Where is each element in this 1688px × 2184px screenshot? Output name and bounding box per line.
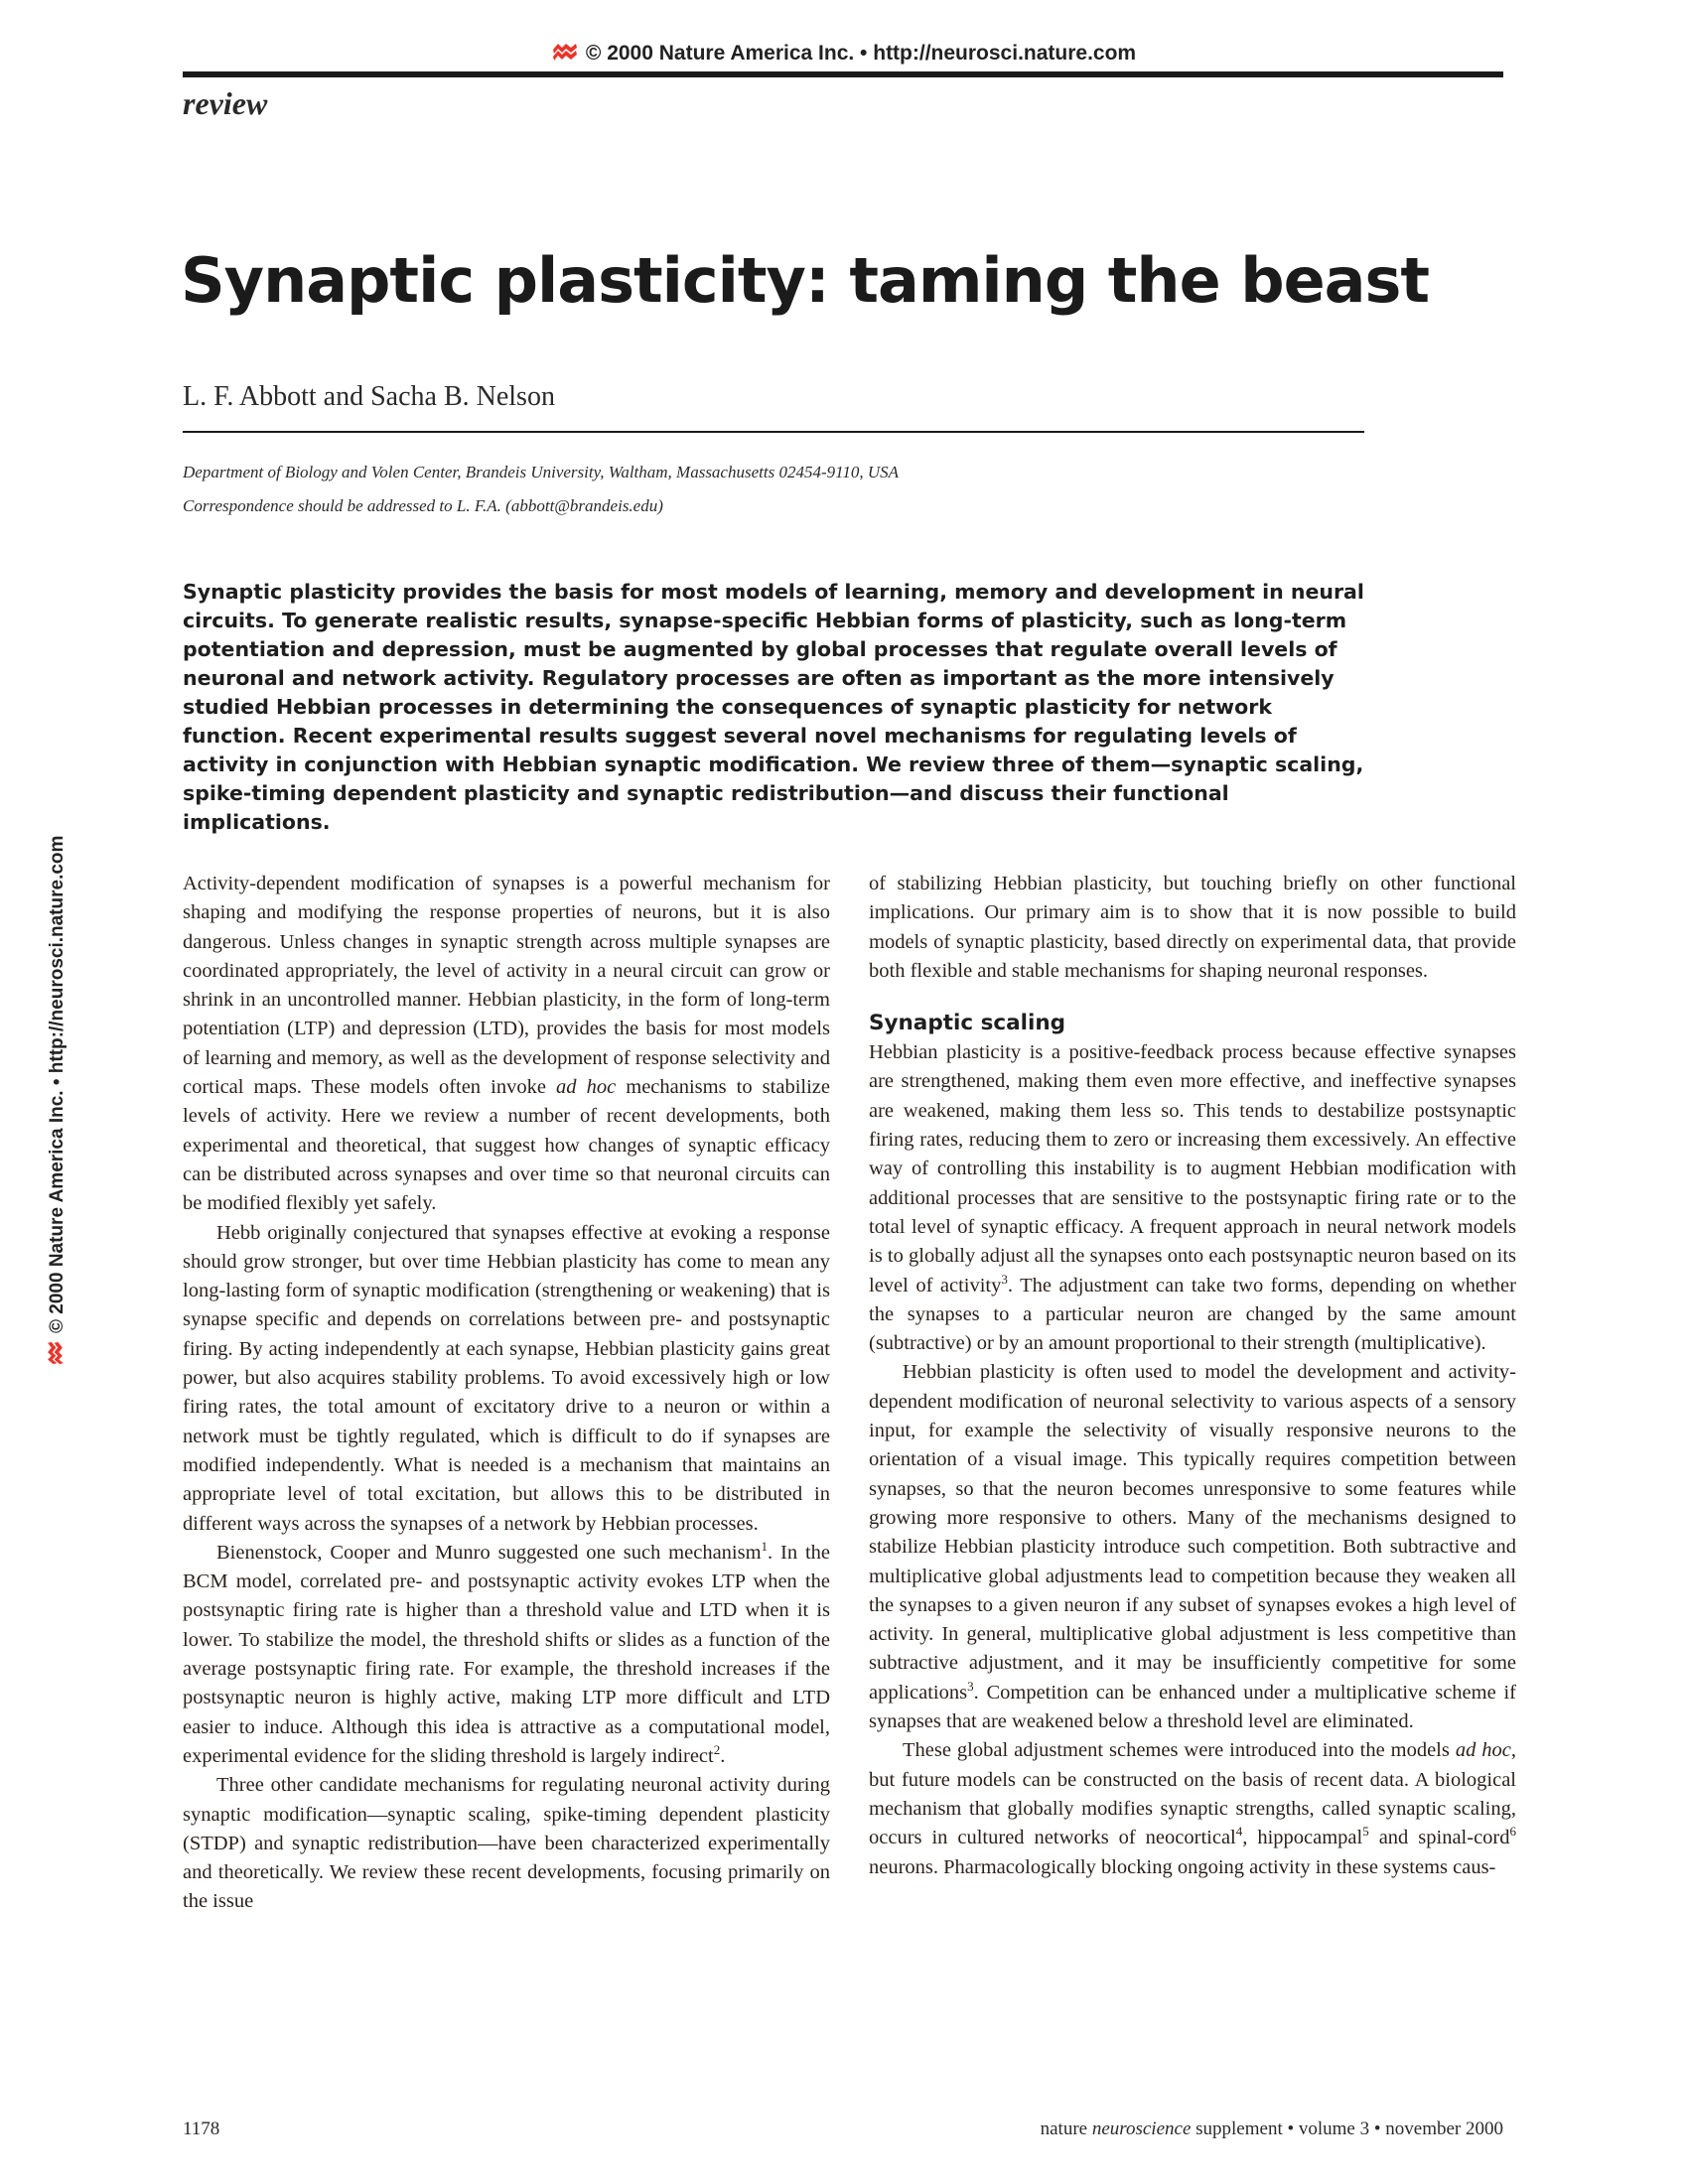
paragraph: Hebb originally conjectured that synapses effective at evoking a response should grow stronger, but over time Hebbian plasticity has come to mean any long-lasting form of synaptic modification (strengthening or weakening) that is synapse specific and depends on correlations between pre- and postsynaptic firing. By acting independently at each synapse, Hebbian plasticity gains great power, but also acquires stability problems. To avoid excessively high or low firing rates, the total amount of excitatory drive to a neuron or within a network must be tightly regulated, which is difficult to do if synapses are modified independently. What is needed is a mechanism that maintains an appropriate level of total excitation, but allows this to be distributed in different ways across the synapses of a network by Hebbian processes.	[183, 1221, 830, 1535]
affiliation: Department of Biology and Volen Center, Brandeis University, Waltham, Massachusetts 02454-9110, USA	[183, 463, 900, 481]
citation-ref[interactable]: 1	[761, 1539, 769, 1554]
top-copyright-line	[0, 42, 1688, 66]
abstract: Synaptic plasticity provides the basis for most models of learning, memory and development in neural circuits. To generate realistic results, synapse-specific Hebbian forms of plasticity, such as long-term potentiation and depression, must be augmented by global processes that regulate overall levels of neuronal and network activity. Regulatory processes are often as important as the more intensively studied Hebbian processes in determining the consequences of synaptic plasticity for network function. Recent experimental results suggest several novel mechanisms for regulating levels of activity in conjunction with Hebbian synaptic modification. We review three of them—synaptic scaling, spike-timing dependent plasticity and synaptic redistribution—and discuss their functional implications.	[183, 580, 1364, 834]
citation-ref[interactable]: 2	[713, 1742, 721, 1758]
author-rule	[183, 431, 1364, 433]
nature-logo-icon	[552, 43, 578, 61]
journal-footer: nature neuroscience supplement • volume 3 • november 2000	[1040, 2118, 1503, 2139]
article-title: Synaptic plasticity: taming the beast	[181, 244, 1430, 317]
citation-ref[interactable]: 5	[1362, 1824, 1369, 1840]
paragraph: Activity-dependent modification of synapses is a powerful mechanism for shaping and modifying the response properties of neurons, but it is also dangerous. Unless changes in synaptic strength across multiple synapses are coordinated appropriately, the level of activity in a neural circuit can grow or shrink in an uncontrolled manner. Hebbian plasticity, in the form of long-term potentiation (LTP) and depression (LTD), provides the basis for most models of learning and memory, as well as the development of response selectivity and cortical maps. These models often invoke ad hoc mechanisms to stabilize levels of activity. Here we review a number of recent developments, both experimental and theoretical, that suggest how changes of synaptic efficacy can be distributed across synapses and over time so that neuronal circuits can be modified flexibly yet safely.	[183, 873, 830, 1215]
citation-ref[interactable]: 3	[1001, 1271, 1008, 1287]
citation-ref[interactable]: 4	[1235, 1824, 1243, 1840]
paragraph: Three other candidate mechanisms for regulating neuronal activity during synaptic modification—synaptic scaling, spike-timing dependent plasticity (STDP) and synaptic redistribution—have been characterized experimentally and theoretically. We review these recent developments, focusing primarily on the issue	[183, 1774, 830, 1913]
correspondence: Correspondence should be addressed to L. F.A. (abbott@brandeis.edu)	[183, 496, 663, 515]
body-column-left	[183, 870, 830, 1917]
section-heading: Synaptic scaling	[869, 1011, 1066, 1036]
paragraph: These global adjustment schemes were introduced into the models ad hoc, but future models can be constructed on the basis of recent data. A biological mechanism that globally modifies synaptic strengths, called synaptic scaling, occurs in cultured networks of neocortical$^4$, hippocampal$^5$ and spinal-cord$^6$ neurons. Pharmacologically blocking ongoing activity in these systems caus-	[869, 1739, 1516, 1878]
paragraph: Hebbian plasticity is often used to model the development and activity-dependent modification of neuronal selectivity to various aspects of a sensory input, for example the selectivity of visually responsive neurons to the orientation of a visual image. This typically requires competition between synapses, so that the neuron becomes unresponsive to some features while growing more responsive to others. Many of the mechanisms designed to stabilize Hebbian plasticity introduce such competition. Both subtractive and multiplicative global adjustments lead to competition because they weaken all the synapses to a given neuron if any subset of synapses evokes a high level of activity. In general, multiplicative global adjustment is less competitive than subtractive adjustment, and it may be insufficiently competitive for some applications$^3$. Competition can be enhanced under a multiplicative scheme if synapses that are weakened below a threshold level are eliminated.	[869, 1361, 1516, 1733]
paragraph: Hebbian plasticity is a positive-feedback process because effective synapses are strengthened, making them even more effective, and ineffective synapses are weakened, making them less so. This tends to destabilize postsynaptic firing rates, reducing them to zero or increasing them excessively. An effective way of controlling this instability is to augment Hebbian modification with additional processes that are sensitive to the postsynaptic firing rate or to the total level of synaptic efficacy. A frequent approach in neural network models is to globally adjust all the synapses onto each postsynaptic neuron based on its level of activity$^3$. The adjustment can take two forms, depending on whether the synapses to a particular neuron are changed by the same amount (subtractive) or by an amount proportional to their strength (multiplicative).	[869, 1041, 1516, 1355]
citation-ref[interactable]: 6	[1509, 1824, 1516, 1840]
side-copyright-text: © 2000 Nature America Inc. • http://neurosci.nature.com	[47, 835, 68, 1333]
authors: L. F. Abbott and Sacha B. Nelson	[183, 381, 555, 412]
top-copyright-text: © 2000 Nature America Inc. • http://neurosci.nature.com	[585, 42, 1137, 65]
section-label: review	[183, 85, 268, 121]
paragraph: of stabilizing Hebbian plasticity, but touching briefly on other functional implications. Our primary aim is to show that it is now possible to build models of synaptic plasticity, based directly on experimental data, that provide both flexible and stable mechanisms for shaping neuronal responses.	[869, 873, 1516, 982]
header-rule	[183, 71, 1503, 77]
citation-ref[interactable]: 3	[967, 1678, 974, 1694]
paragraph: Bienenstock, Cooper and Munro suggested one such mechanism$^1$. In the BCM model, correlated pre- and postsynaptic activity evokes LTP when the postsynaptic firing rate is higher than a threshold value and LTD when it is lower. To stabilize the model, the threshold shifts or slides as a function of the average postsynaptic firing rate. For example, the threshold increases if the postsynaptic neuron is highly active, making LTP more difficult and LTD easier to induce. Although this idea is attractive as a computational model, experimental evidence for the sliding threshold is largely indirect$^2$.	[183, 1539, 830, 1767]
body-column-right	[869, 870, 1516, 1882]
nature-logo-icon	[47, 1341, 64, 1365]
page-number: 1178	[183, 2118, 220, 2139]
side-copyright-line	[47, 836, 69, 1365]
